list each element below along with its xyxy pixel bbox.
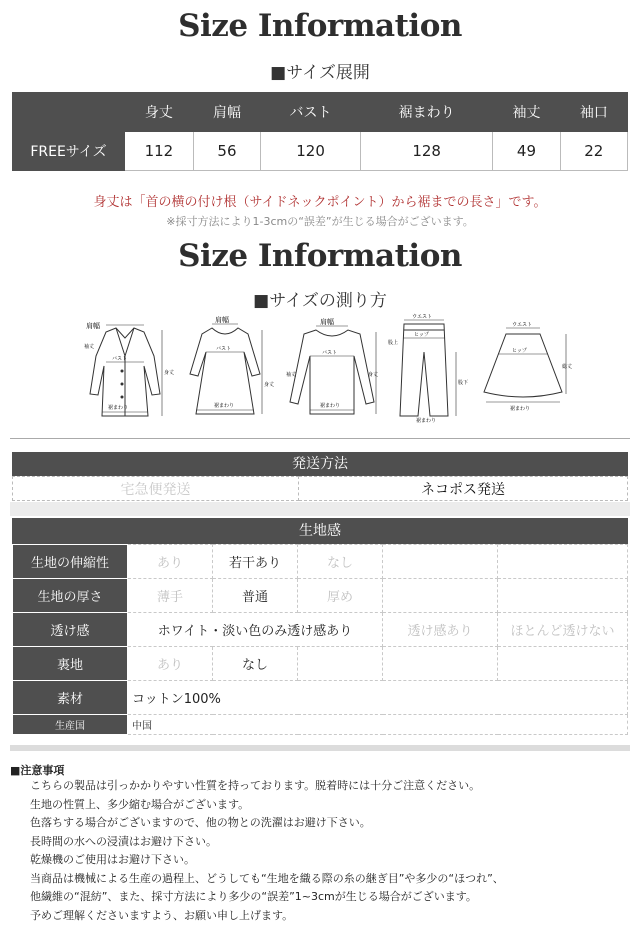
top-figure xyxy=(284,316,380,424)
fig3-label: 裾まわり xyxy=(320,403,341,409)
size-value-cell: 56 xyxy=(193,132,260,171)
fabric-option: あり xyxy=(128,545,213,579)
dress-figure xyxy=(182,316,275,424)
size-table xyxy=(12,92,628,171)
shipping-option-selected: ネコポス発送 xyxy=(299,477,628,501)
fabric-title: 生地感 xyxy=(12,518,628,544)
size-value-cell: 120 xyxy=(261,132,361,171)
size-header-cell: バスト xyxy=(261,93,361,132)
size-value-cell: 128 xyxy=(360,132,492,171)
fig5-label: 総丈 xyxy=(562,364,573,370)
fig5-label: ヒップ xyxy=(512,348,527,354)
fabric-option-selected: 若干あり xyxy=(213,545,298,579)
fig4-label: 股上 xyxy=(388,340,399,346)
shipping-option: 宅急便発送 xyxy=(13,477,299,501)
material-label: 素材 xyxy=(13,681,128,715)
fig4-label: 股下 xyxy=(458,380,469,386)
fabric-option-empty xyxy=(498,545,628,579)
size-info-title: Size Information xyxy=(178,8,462,44)
fabric-row xyxy=(13,647,628,681)
fabric-label: 生地の厚さ xyxy=(13,579,128,613)
caution-item: 当商品は機械による生産の過程上、どうしても“生地を織る際の糸の継ぎ目”や多少の“ほつれ”、 xyxy=(30,871,504,885)
fabric-option: 透け感あり xyxy=(383,613,498,647)
size-header-cell: 袖口 xyxy=(560,93,627,132)
origin-label: 生産国 xyxy=(13,715,128,735)
caution-item: 生地の性質上、多少縮む場合がございます。 xyxy=(30,797,250,811)
fabric-option: ほとんど透けない xyxy=(498,613,628,647)
fabric-label: 裏地 xyxy=(13,647,128,681)
fabric-row xyxy=(13,579,628,613)
size-table-row xyxy=(13,132,628,171)
caution-item: 他繊維の“混紡”、また、採寸方法により多少の“誤差”1~3cmが生じる場合がございます。 xyxy=(30,890,477,903)
fabric-row xyxy=(13,681,628,715)
shipping-table xyxy=(12,476,628,501)
fabric-row xyxy=(13,545,628,579)
fabric-option-empty xyxy=(498,647,628,681)
fabric-option-empty xyxy=(298,647,383,681)
fabric-option-selected: なし xyxy=(213,647,298,681)
size-value-cell: 22 xyxy=(560,132,627,171)
fabric-label: 生地の伸縮性 xyxy=(13,545,128,579)
length-note: 身丈は「首の横の付け根（サイドネックポイント）から裾までの長さ」です。 xyxy=(93,195,547,210)
fig3-label: 袖丈 xyxy=(286,372,297,378)
fabric-label: 透け感 xyxy=(13,613,128,647)
fig4-label: 裾まわり xyxy=(416,418,437,424)
fig1-label: 身丈 xyxy=(164,370,175,376)
fabric-table xyxy=(12,544,628,735)
size-header-cell: 袖丈 xyxy=(493,93,560,132)
fabric-option-empty xyxy=(383,579,498,613)
pants-figure xyxy=(386,312,472,424)
fig2-label: バスト xyxy=(216,346,232,352)
fig1-label: 袖丈 xyxy=(84,344,95,350)
section-divider xyxy=(10,438,630,439)
error-note: ※採寸方法により1-3cmの“誤差”が生じる場合がございます。 xyxy=(166,215,474,228)
caution-list xyxy=(30,777,504,925)
fabric-option: 薄手 xyxy=(128,579,213,613)
caution-item: こちらの製品は引っかかりやすい性質を持っております。脱着時には十分ご注意ください。 xyxy=(30,779,481,792)
size-table-header xyxy=(13,93,628,132)
fabric-option-selected: 普通 xyxy=(213,579,298,613)
caution-item: 長時間の水への浸漬はお避け下さい。 xyxy=(30,834,217,848)
caution-item: 乾燥機のご使用はお避け下さい。 xyxy=(30,853,195,866)
coat-figure xyxy=(78,316,178,424)
fig5-label: ウエスト xyxy=(512,322,533,328)
caution-title: ■注意事項 xyxy=(10,764,65,777)
spacer xyxy=(10,502,630,516)
fabric-option: 厚め xyxy=(298,579,383,613)
fig1-label: 裾まわり xyxy=(108,405,129,411)
fig3-label: 身丈 xyxy=(368,372,379,378)
fabric-option: なし xyxy=(298,545,383,579)
fig1-label: 肩幅 xyxy=(86,322,100,330)
fig5-label: 裾まわり xyxy=(510,406,531,412)
measure-title: Size Information xyxy=(178,238,462,274)
skirt-figure xyxy=(476,320,572,420)
size-label-cell: FREEサイズ xyxy=(13,132,125,171)
spacer xyxy=(10,745,630,751)
shipping-title: 発送方法 xyxy=(12,452,628,476)
size-subtitle: ■サイズ展開 xyxy=(270,63,370,83)
fabric-option-empty xyxy=(383,647,498,681)
size-header-cell xyxy=(13,93,125,132)
fig4-label: ウエスト xyxy=(412,314,433,320)
fabric-option: あり xyxy=(128,647,213,681)
size-header-cell: 裾まわり xyxy=(360,93,492,132)
size-value-cell: 49 xyxy=(493,132,560,171)
size-header-cell: 身丈 xyxy=(125,93,194,132)
fabric-option-empty xyxy=(383,545,498,579)
fig2-label: 身丈 xyxy=(264,382,275,388)
fig3-label: バスト xyxy=(322,350,338,356)
fig4-label: ヒップ xyxy=(414,332,429,338)
fig3-label: 肩幅 xyxy=(320,318,334,326)
size-header-cell: 肩幅 xyxy=(193,93,260,132)
fabric-row xyxy=(13,715,628,735)
origin-value: 中国 xyxy=(128,715,628,735)
fabric-option-empty xyxy=(498,579,628,613)
measure-subtitle: ■サイズの測り方 xyxy=(253,291,387,311)
fabric-option-selected: ホワイト・淡い色のみ透け感あり xyxy=(128,613,383,647)
material-value: コットン100% xyxy=(128,681,628,715)
fabric-row xyxy=(13,613,628,647)
fig1-label: バスト xyxy=(112,356,128,362)
fig2-label: 裾まわり xyxy=(214,403,235,409)
size-value-cell: 112 xyxy=(125,132,194,171)
fig2-label: 肩幅 xyxy=(215,316,229,324)
caution-item: 色落ちする場合がございますので、他の物との洗濯はお避け下さい。 xyxy=(30,816,371,829)
caution-item: 予めご理解くださいますよう、お願い申し上げます。 xyxy=(30,908,294,922)
